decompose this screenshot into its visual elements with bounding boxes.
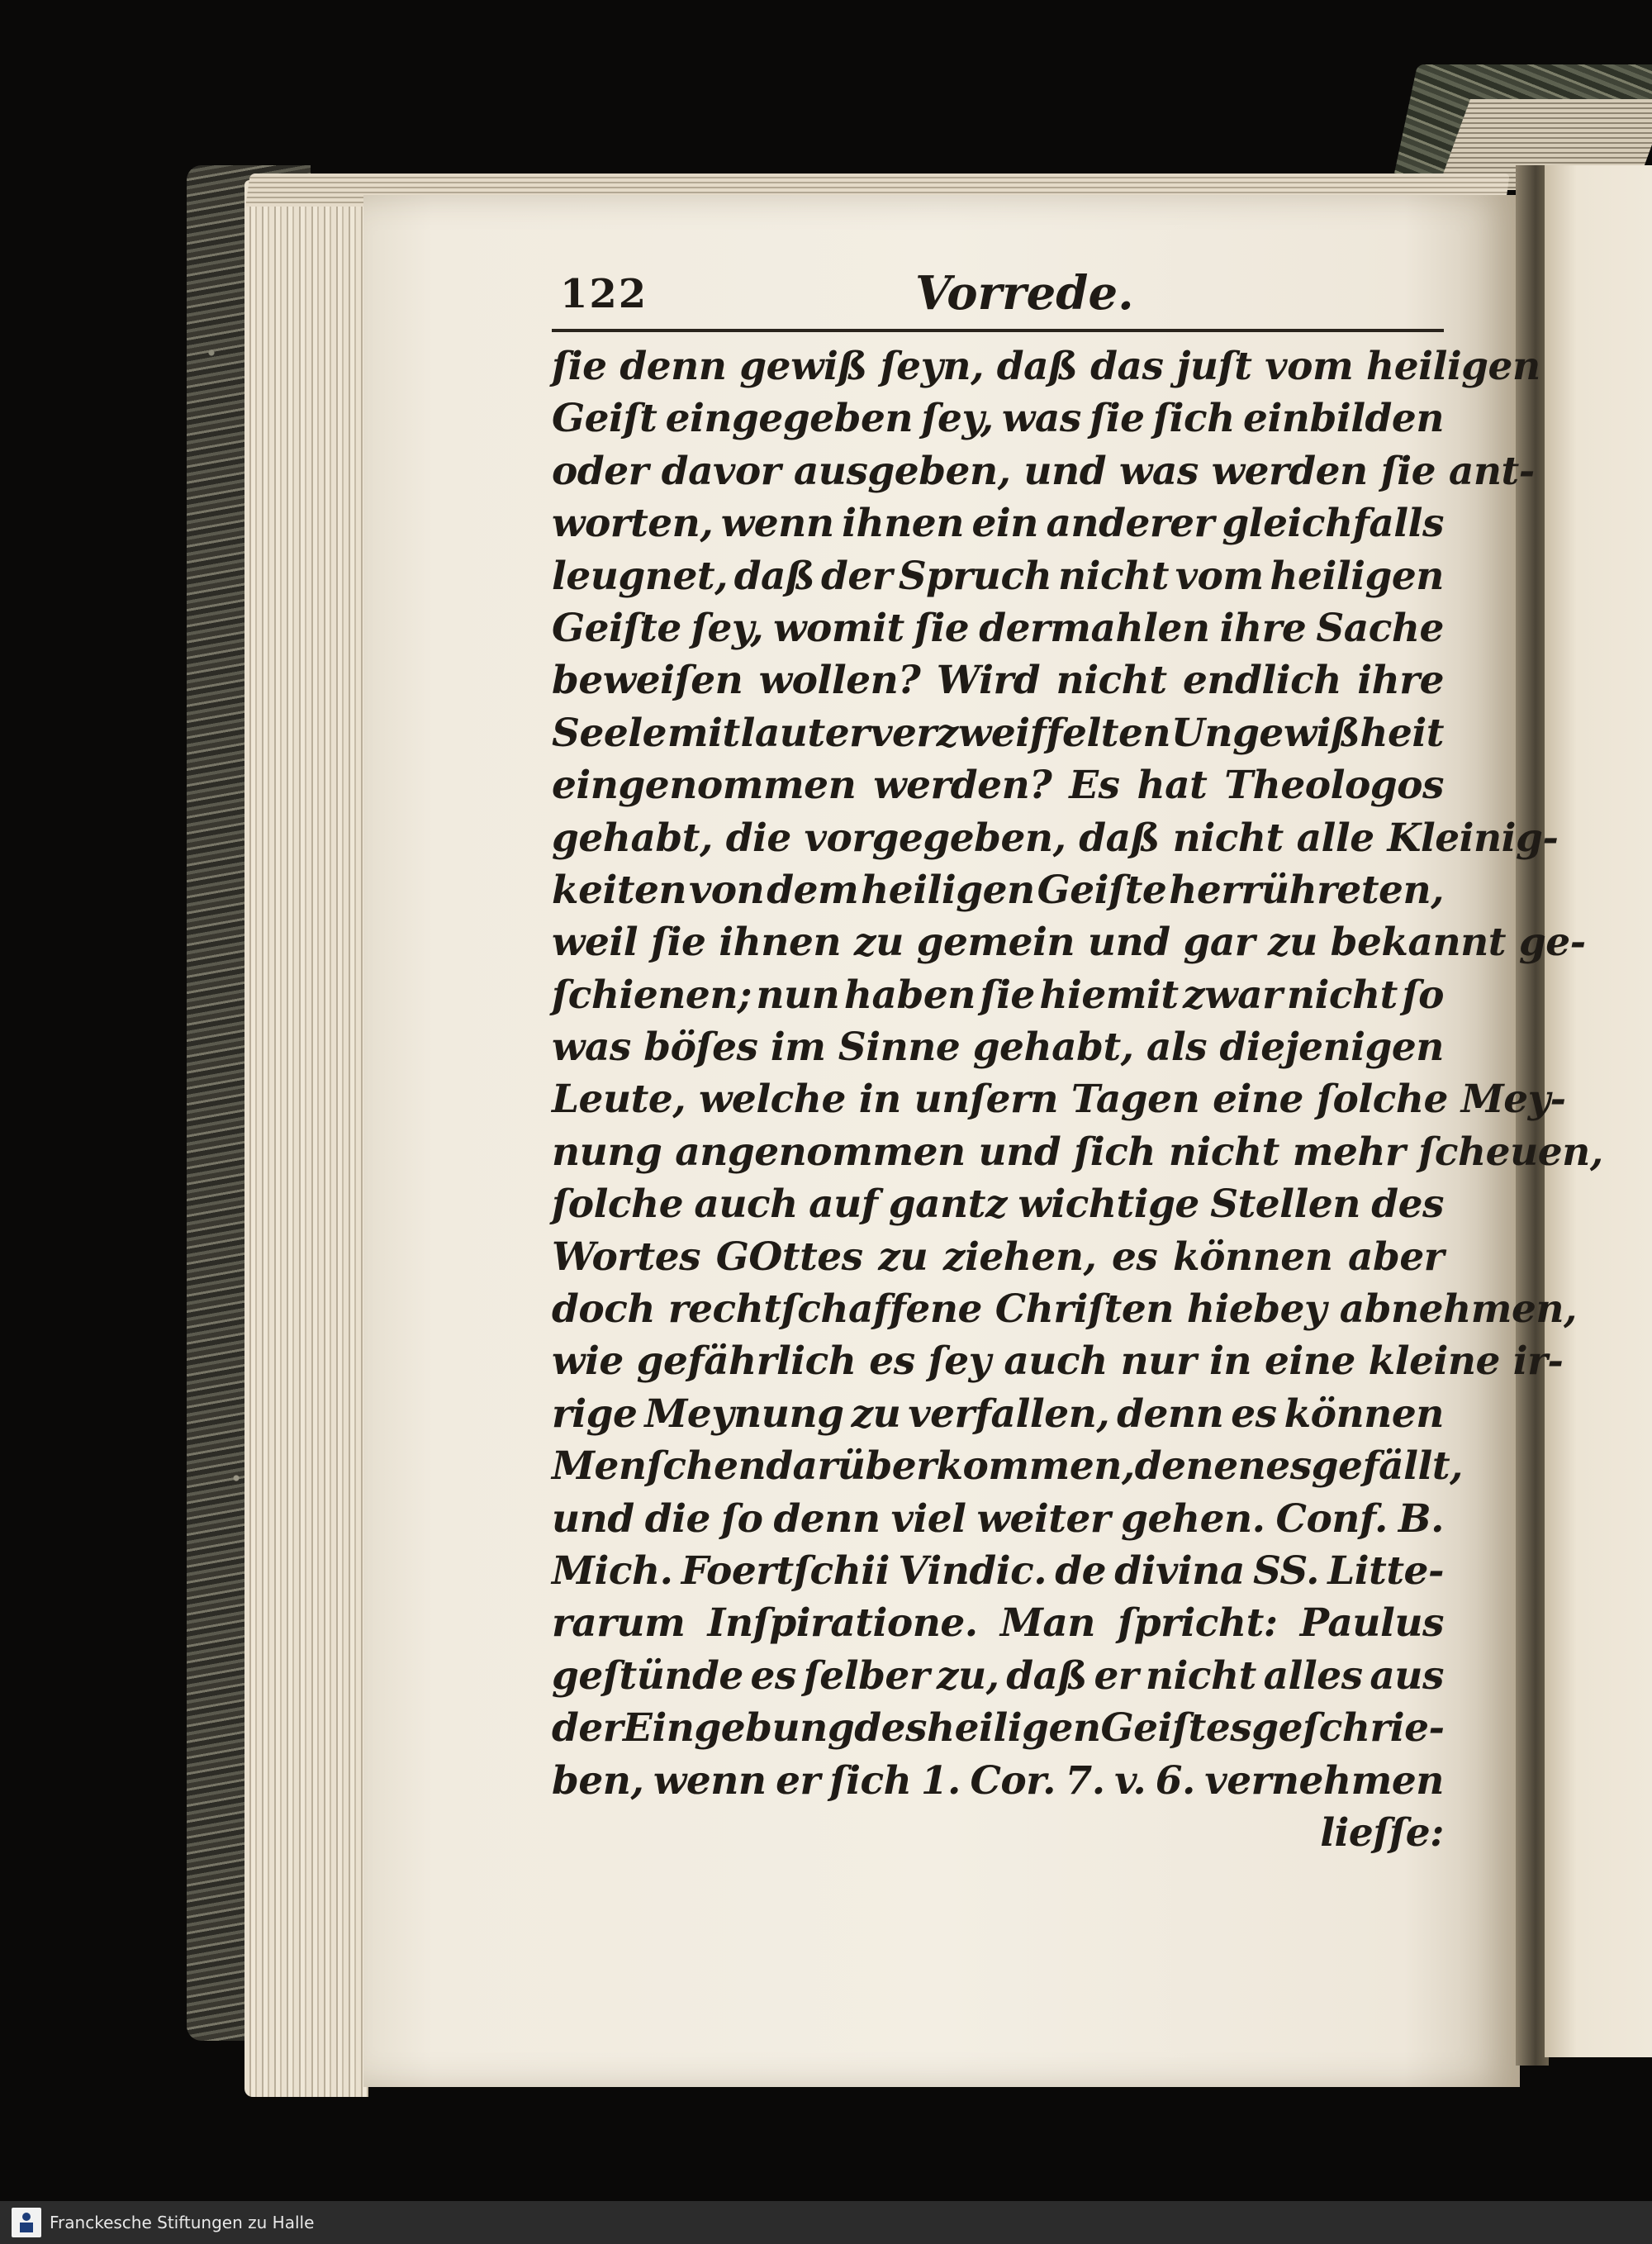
text-word: des (1371, 1181, 1444, 1228)
text-word: Ungewißheit (1170, 710, 1444, 756)
text-word: 7. (1065, 1757, 1105, 1804)
footer-bar (0, 2201, 1652, 2244)
text-word: ein (971, 501, 1038, 547)
text-word: und (552, 1495, 634, 1542)
text-line (552, 868, 1444, 920)
text-word: womit (773, 605, 904, 651)
text-word: Paulus (1299, 1600, 1444, 1647)
text-word: alles (1263, 1652, 1363, 1699)
text-line (552, 1443, 1463, 1495)
text-word: Es (1069, 763, 1120, 809)
text-word: des (854, 1705, 927, 1752)
text-word: ſo (720, 1495, 763, 1542)
text-word: auch (694, 1181, 798, 1228)
text-word: endlich (1182, 658, 1341, 704)
text-word: daß (1006, 1652, 1087, 1699)
text-word: es (1265, 1443, 1312, 1490)
text-word: Mich. (552, 1548, 673, 1594)
text-word: divina (1114, 1548, 1245, 1594)
text-word: Cor. (970, 1757, 1056, 1804)
text-word: worten, (552, 501, 714, 547)
text-word: rarum (552, 1600, 686, 1647)
text-line (552, 1758, 1444, 1810)
text-line (552, 1496, 1444, 1548)
text-word: rige (552, 1391, 638, 1437)
text-line (552, 1286, 1577, 1338)
text-word: gehabt, die vorgegeben, daß nicht alle Kleinig- (552, 815, 1559, 861)
text-word: hat (1137, 763, 1208, 809)
text-word: nicht (1145, 1652, 1256, 1699)
text-word: nicht (1056, 658, 1167, 704)
text-word: er (1094, 1652, 1139, 1699)
text-word: Vindic. (898, 1548, 1047, 1594)
text-word: 1. (920, 1757, 961, 1804)
text-line (552, 763, 1444, 815)
catchword: lieſſe: (1320, 1809, 1444, 1856)
text-word: Litte- (1327, 1548, 1444, 1594)
text-word: als (1146, 1025, 1208, 1071)
body-text (552, 344, 1603, 1810)
text-line (552, 1600, 1444, 1652)
footer-institution: Franckesche Stiftungen zu Halle (50, 2213, 315, 2232)
text-word: ihre (1219, 605, 1307, 651)
text-word: wenn (720, 501, 834, 547)
text-word: lauter (740, 710, 870, 756)
text-word: die (644, 1495, 710, 1542)
text-word: aber (1348, 1234, 1444, 1280)
text-line (552, 1705, 1444, 1757)
text-word: geſtünde (552, 1652, 743, 1699)
text-word: Inſpiratione. (707, 1600, 978, 1647)
text-line (552, 501, 1444, 553)
text-word: SS. (1252, 1548, 1320, 1594)
text-word: ſie (914, 605, 970, 651)
text-word: gehen. (1121, 1495, 1265, 1542)
text-word: Geiſte (552, 605, 681, 651)
page-edges (244, 180, 368, 2097)
text-word: doch rechtſchaffene Chriſten hiebey abnehmen, (552, 1286, 1577, 1333)
text-word: leugnet, (552, 553, 728, 599)
text-line (552, 1391, 1444, 1443)
text-word: viel (890, 1495, 966, 1542)
text-word: können (1284, 1391, 1444, 1437)
text-word: kommen, (936, 1443, 1135, 1490)
text-word: zu, (936, 1652, 999, 1699)
catchword-line (552, 1810, 1444, 1862)
text-word: Foertſchii (681, 1548, 890, 1594)
text-line (552, 1234, 1444, 1286)
text-word: nicht (1286, 972, 1398, 1018)
text-word: was (1001, 396, 1081, 442)
text-word: Sache (1316, 605, 1444, 651)
text-word: es (1231, 1391, 1277, 1437)
text-word: ſolche (552, 1181, 684, 1228)
text-line (552, 554, 1444, 606)
text-word: verfallen, (908, 1391, 1110, 1437)
text-word: zu (878, 1234, 928, 1280)
text-word: v. (1114, 1757, 1146, 1804)
text-word: Eingebung (623, 1705, 855, 1752)
text-word: weiter (976, 1495, 1111, 1542)
text-word: können (1173, 1234, 1333, 1280)
text-line (552, 972, 1444, 1025)
text-line (552, 1338, 1564, 1391)
text-word: Menſchen (552, 1443, 767, 1490)
text-line (552, 344, 1540, 396)
text-word: ſey, (921, 396, 994, 442)
page-text-block (552, 266, 1603, 1862)
text-word: Conf. (1275, 1495, 1388, 1542)
text-line (552, 396, 1444, 448)
text-word: diejenigen (1219, 1025, 1444, 1071)
text-word: vernehmen (1204, 1757, 1444, 1804)
text-word: nung angenommen und ſich nicht mehr ſcheuen, (552, 1129, 1603, 1175)
text-word: heiligen (861, 867, 1035, 913)
text-word: geſchrie- (1251, 1705, 1445, 1752)
page-number: 122 (560, 271, 648, 317)
text-word: herrühreten, (1169, 867, 1444, 913)
text-line (552, 606, 1444, 658)
text-word: vom (1175, 553, 1264, 599)
text-word: darüber (766, 1443, 937, 1490)
text-word: wichtige (1018, 1181, 1199, 1228)
text-word: Wird (936, 658, 1041, 704)
text-word: denen (1134, 1443, 1266, 1490)
text-word: denn (1117, 1391, 1224, 1437)
text-word: daß (733, 553, 815, 599)
text-word: B. (1398, 1495, 1444, 1542)
text-word: ſie (980, 972, 1035, 1018)
text-word: gefällt, (1311, 1443, 1463, 1490)
text-word: GOttes (715, 1234, 863, 1280)
text-word: böſes (643, 1025, 758, 1071)
text-word: Seele (552, 710, 667, 756)
text-word: dermahlen (979, 605, 1210, 651)
text-word: eingegeben (665, 396, 914, 442)
text-word: dem (767, 867, 859, 913)
text-word: ſich (1152, 396, 1235, 442)
text-word: Geiſtes (1100, 1705, 1252, 1752)
text-line (552, 1548, 1444, 1600)
text-line (552, 920, 1586, 972)
text-word: ihnen (842, 501, 964, 547)
text-word: nicht (1057, 553, 1170, 599)
text-word: Theologos (1224, 763, 1444, 809)
text-word: weil ſie ihnen zu gemein und gar zu bekannt ge- (552, 920, 1586, 966)
text-line (552, 1181, 1444, 1234)
text-word: von (689, 867, 765, 913)
text-word: beweiſen (552, 658, 743, 704)
text-word: Wortes (552, 1234, 701, 1280)
text-word: was (552, 1025, 631, 1071)
text-word: denn (773, 1495, 881, 1542)
text-word: heiligen (926, 1705, 1101, 1752)
text-word: auf (809, 1181, 878, 1228)
text-word: ihre (1357, 658, 1444, 704)
text-word: er (776, 1757, 820, 1804)
page-header (552, 266, 1444, 332)
text-word: ſchienen; (552, 972, 752, 1018)
text-line (552, 1025, 1444, 1077)
text-word: Sinne (838, 1025, 961, 1071)
text-word: mit (667, 710, 740, 756)
text-word: ben, (552, 1757, 644, 1804)
text-word: gantz (888, 1181, 1008, 1228)
text-word: ſich (829, 1757, 912, 1804)
text-word: ſpricht: (1118, 1600, 1278, 1647)
text-word: zwar (1183, 972, 1283, 1018)
text-word: ſelber (803, 1652, 930, 1699)
text-word: verzweiffelten (870, 710, 1171, 756)
text-word: es (750, 1652, 796, 1699)
text-word: gleichfalls (1222, 501, 1444, 547)
text-word: Geiſt (552, 396, 657, 442)
text-word: im (770, 1025, 826, 1071)
text-word: der (820, 553, 892, 599)
text-word: oder davor ausgeben, und was werden ſie ant- (552, 448, 1535, 494)
text-word: Meynung (644, 1391, 844, 1437)
text-word: wollen? (758, 658, 921, 704)
text-word: keiten (552, 867, 687, 913)
running-title: Vorrede. (915, 266, 1134, 321)
text-word: wie gefährlich es ſey auch nur in eine kleine ir- (552, 1338, 1564, 1385)
text-line (552, 448, 1535, 501)
text-word: ſey, (691, 605, 764, 651)
institution-logo-icon (12, 2208, 41, 2237)
text-word: Geiſte (1037, 867, 1167, 913)
text-word: haben (843, 972, 976, 1018)
text-word: nun (756, 972, 840, 1018)
text-word: heiligen (1270, 553, 1444, 599)
text-word: der (552, 1705, 624, 1752)
text-line (552, 1129, 1603, 1181)
text-word: anderer (1046, 501, 1214, 547)
text-word: Leute, welche in unſern Tagen eine ſolche Mey- (552, 1077, 1566, 1123)
text-word: 6. (1155, 1757, 1195, 1804)
text-word: eingenommen (552, 763, 857, 809)
text-word: ziehen, (942, 1234, 1097, 1280)
text-word: Spruch (898, 553, 1052, 599)
text-line (552, 658, 1444, 710)
text-word: aus (1370, 1652, 1444, 1699)
text-word: einbilden (1243, 396, 1444, 442)
text-word: wenn (653, 1757, 767, 1804)
text-line (552, 711, 1444, 763)
text-word: gehabt, (972, 1025, 1134, 1071)
text-word: Stellen (1210, 1181, 1360, 1228)
text-word: Man (999, 1600, 1095, 1647)
text-word: de (1055, 1548, 1107, 1594)
text-line (552, 1653, 1444, 1705)
text-word: werden? (873, 763, 1052, 809)
text-line (552, 1077, 1566, 1129)
text-word: hiemit (1039, 972, 1179, 1018)
text-word: zu (851, 1391, 901, 1437)
text-line (552, 815, 1559, 868)
text-word: es (1112, 1234, 1158, 1280)
text-word: ſie denn gewiß ſeyn, daß das juſt vom heiligen (552, 344, 1540, 389)
text-word: ſie (1089, 396, 1145, 442)
text-word: ſo (1402, 972, 1444, 1018)
